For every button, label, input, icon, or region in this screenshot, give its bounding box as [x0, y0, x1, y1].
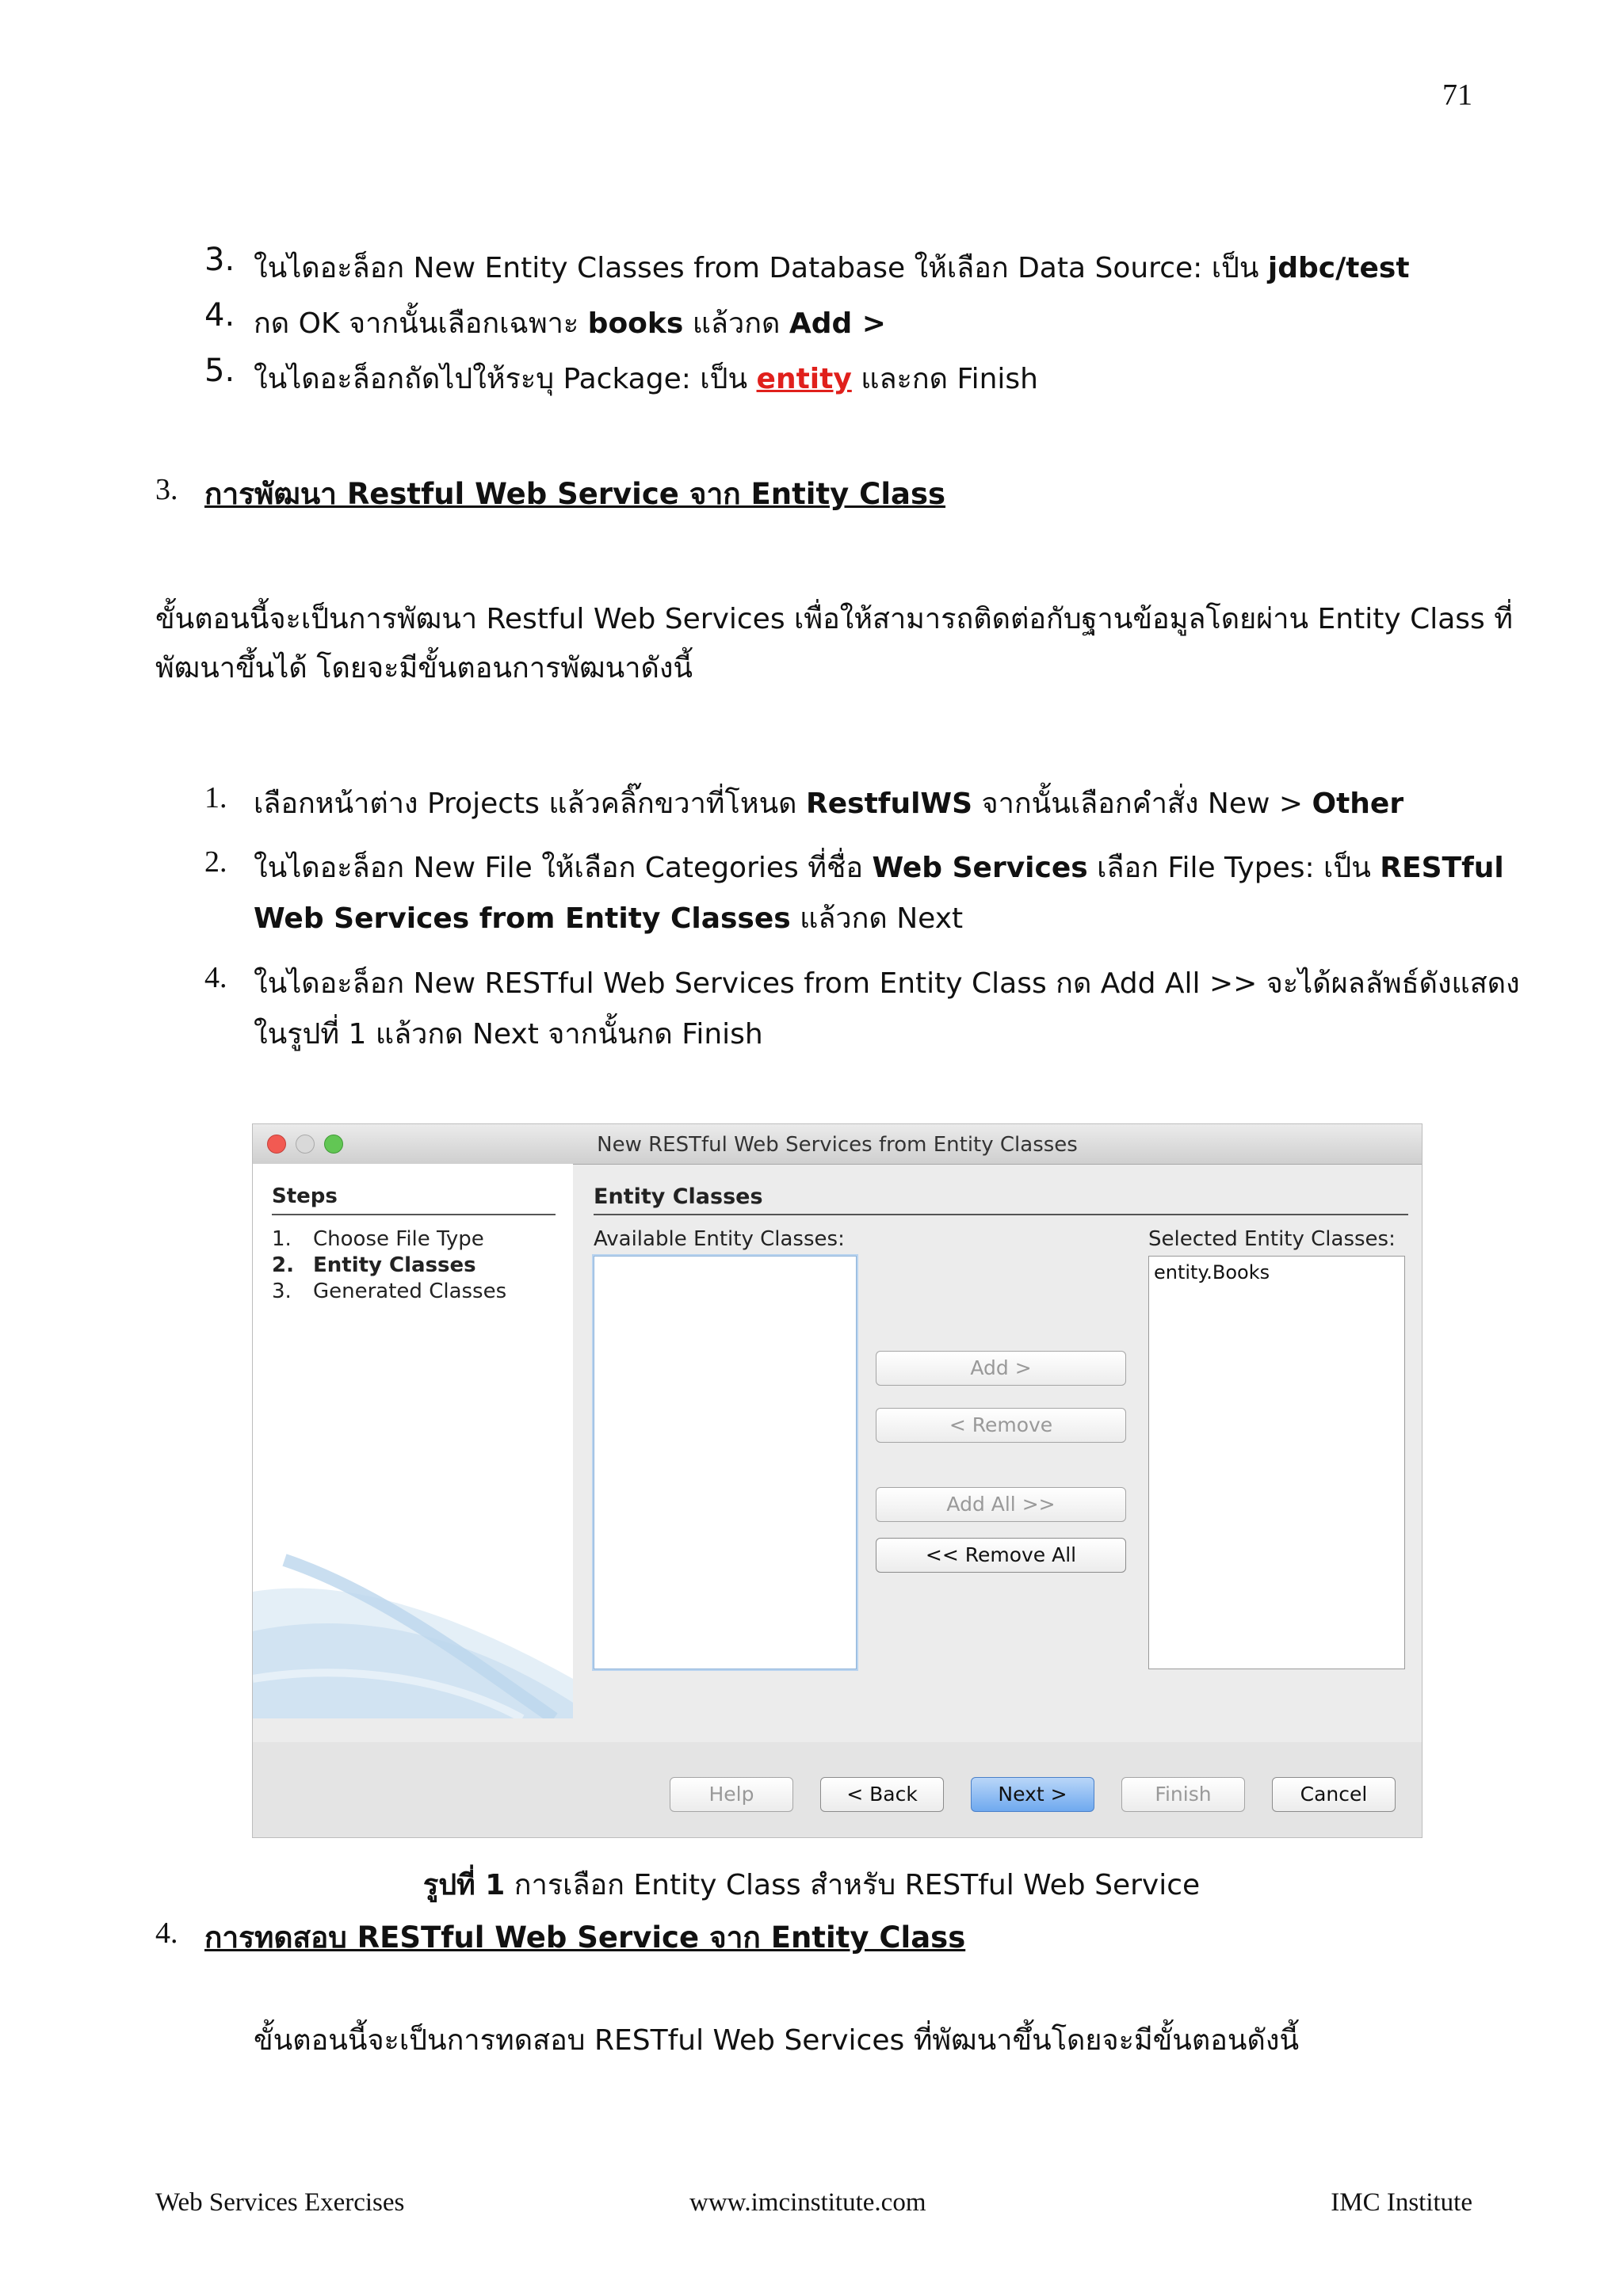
step-number: 5. — [204, 353, 235, 389]
selected-entities-label: Selected Entity Classes: — [1148, 1227, 1396, 1251]
steps-pane — [253, 1164, 573, 1718]
steps-divider — [272, 1214, 556, 1215]
remove-all-button[interactable]: << Remove All — [876, 1538, 1126, 1573]
wizard-step-label: Choose File Type — [313, 1227, 484, 1251]
step-text — [254, 300, 886, 345]
wizard-step-label: Entity Classes — [313, 1253, 476, 1277]
step-text-part: เลือกหน้าต่าง Projects แล้วคลิ๊กขวาที่โหนด — [254, 788, 807, 820]
footer-center: www.imcinstitute.com — [689, 2188, 926, 2217]
figure-caption — [0, 1862, 1623, 1907]
step-text-continued: ในรูปที่ 1 แล้วกด Next จากนั้นกด Finish — [254, 1018, 763, 1051]
step-number: 4. — [204, 297, 235, 334]
outro-paragraph: ขั้นตอนนี้จะเป็นการทดสอบ RESTful Web Services ที่พัฒนาขึ้นโดยจะมีขั้นตอนดังนี้ — [254, 2024, 1300, 2057]
step-text-part: แล้วกด — [683, 307, 789, 340]
step-number: 2. — [204, 845, 227, 879]
back-button[interactable]: < Back — [820, 1777, 944, 1812]
step-text-part: ในไดอะล็อก New Entity Classes from Database ให้เลือก Data Source: เป็น — [254, 252, 1268, 284]
available-entities-list[interactable] — [594, 1256, 857, 1669]
wizard-step-label: Generated Classes — [313, 1280, 507, 1303]
wizard-step-number: 2. — [272, 1253, 294, 1277]
wizard-step-current — [272, 1253, 476, 1277]
section-heading: การพัฒนา Restful Web Service จาก Entity Class — [204, 477, 946, 511]
caption-label: รูปที่ 1 — [422, 1869, 506, 1901]
add-button[interactable]: Add > — [876, 1351, 1126, 1386]
step-text — [254, 845, 1504, 890]
wizard-step — [272, 1227, 484, 1251]
dialog-titlebar — [253, 1124, 1422, 1165]
page-number: 71 — [1442, 78, 1472, 112]
wizard-step — [272, 1280, 506, 1303]
step-text: ในไดอะล็อก New RESTful Web Services from Entity Class กด Add All >> จะได้ผลลัพธ์ดังแสดง — [254, 967, 1520, 1000]
next-button[interactable]: Next > — [971, 1777, 1094, 1812]
available-entities-label: Available Entity Classes: — [594, 1227, 845, 1251]
section-heading: การทดสอบ RESTful Web Service จาก Entity Class — [204, 1920, 966, 1955]
step-bold: Web Services — [872, 852, 1088, 884]
cancel-button[interactable]: Cancel — [1272, 1777, 1396, 1812]
step-text — [254, 245, 1410, 290]
step-text-part: ในไดอะล็อกถัดไปให้ระบุ Package: เป็น — [254, 363, 757, 395]
step-text — [254, 780, 1403, 826]
step-text-part: ในไดอะล็อก New File ให้เลือก Categories ที่ชื่อ — [254, 852, 873, 884]
step-bold: Add > — [789, 307, 886, 340]
restful-wizard-dialog — [252, 1123, 1423, 1838]
step-text-part: แล้วกด Next — [790, 902, 964, 935]
step-text-part: จากนั้นเลือกคำสั่ง New > — [972, 788, 1312, 820]
step-number: 1. — [204, 781, 227, 814]
step-bold: RESTful — [1380, 852, 1504, 884]
package-name-highlight: entity — [756, 363, 852, 395]
step-bold: books — [587, 307, 684, 340]
help-button[interactable]: Help — [670, 1777, 793, 1812]
add-all-button[interactable]: Add All >> — [876, 1487, 1126, 1522]
step-text-part: และกด Finish — [851, 363, 1038, 395]
steps-header: Steps — [272, 1184, 338, 1208]
dialog-title: New RESTful Web Services from Entity Classes — [597, 1133, 1078, 1157]
step-number: 4. — [204, 961, 227, 994]
panel-divider — [594, 1214, 1408, 1215]
step-number: 3. — [204, 242, 235, 278]
list-item[interactable]: entity.Books — [1154, 1261, 1270, 1283]
finish-button[interactable]: Finish — [1121, 1777, 1245, 1812]
dialog-button-bar — [253, 1742, 1422, 1838]
step-bold: Other — [1312, 788, 1404, 820]
step-text-continued — [254, 895, 963, 940]
step-text-part: กด OK จากนั้นเลือกเฉพาะ — [254, 307, 588, 340]
intro-line: ขั้นตอนนี้จะเป็นการพัฒนา Restful Web Services เพื่อให้สามารถติดต่อกับฐานข้อมูลโดยผ่าน Entity Class ที่ — [155, 603, 1513, 635]
wizard-decoration-graphic — [253, 1544, 573, 1718]
selected-entities-list[interactable] — [1148, 1256, 1405, 1669]
step-bold: jdbc/test — [1267, 252, 1410, 284]
step-bold: Web Services from Entity Classes — [254, 902, 791, 935]
section-number: 4. — [155, 1917, 178, 1950]
panel-title: Entity Classes — [594, 1184, 763, 1209]
footer-left: Web Services Exercises — [155, 2188, 405, 2217]
step-text — [254, 356, 1038, 401]
wizard-step-number: 3. — [272, 1280, 292, 1303]
remove-button[interactable]: < Remove — [876, 1408, 1126, 1443]
intro-line: พัฒนาขึ้นได้ โดยจะมีขั้นตอนการพัฒนาดังนี้ — [155, 652, 693, 685]
step-text-part: เลือก File Types: เป็น — [1087, 852, 1381, 884]
footer-right: IMC Institute — [1331, 2188, 1472, 2217]
section-number: 3. — [155, 473, 178, 506]
caption-text: การเลือก Entity Class สำหรับ RESTful Web Service — [505, 1869, 1201, 1901]
step-bold: RestfulWS — [806, 788, 973, 820]
wizard-step-number: 1. — [272, 1227, 292, 1251]
